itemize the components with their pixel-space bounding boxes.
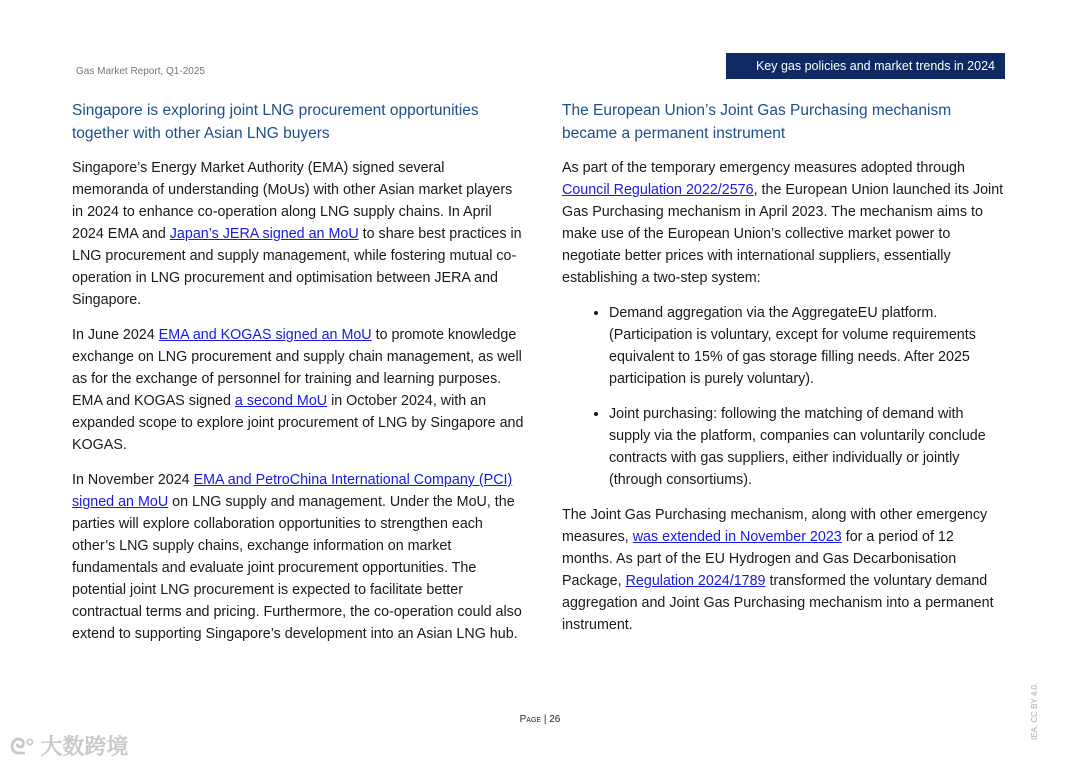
text: to share best practices in LNG procurement and supply management, while fostering mutual co-operation in LNG procurement and optimisation between JERA and Singapore. <box>72 226 522 308</box>
text: on LNG supply and management. Under the MoU, the parties will explore collaboration opportunities to strengthen each other’s LNG supply chains, exchange information on market fundamentals and evaluate joint procurement opportunities. The potential joint LNG procurement is expected to facilitate better contractual terms and pricing. Furthermore, the co-operation could also extend to supporting Singapore’s development into an Asian LNG hub. <box>72 494 522 642</box>
left-column <box>72 99 524 658</box>
text: In November 2024 <box>72 472 194 488</box>
paragraph <box>72 157 524 311</box>
text: to promote knowledge exchange on LNG procurement and supply chain management, as well as for the exchange of personnel for training and learning purposes. EMA and KOGAS signed <box>72 327 522 409</box>
text: The Joint Gas Purchasing mechanism, along with other emergency measures, <box>562 507 988 545</box>
page-label: Page <box>519 714 542 725</box>
paragraph <box>562 504 1007 636</box>
paragraph <box>72 469 524 645</box>
text: Singapore’s Energy Market Authority (EMA) signed several memoranda of understanding (MoUs) with other Asian market players in 2024 to enhance co-operation along LNG supply chains. In April 2024 EMA and <box>72 160 513 242</box>
section-badge: Key gas policies and market trends in 2024 <box>726 53 1005 79</box>
paragraph <box>562 157 1007 289</box>
list-item: • Demand aggregation via the AggregateEU platform. (Participation is voluntary, except for volume requirements equivalent to 15% of gas storage filling needs. After 2025 participation is purely voluntary). <box>609 302 1007 390</box>
text: transformed the voluntary demand aggregation and Joint Gas Purchasing mechanism into a permanent instrument. <box>562 573 994 633</box>
list-item: • Joint purchasing: following the matching of demand with supply via the platform, companies can voluntarily conclude contracts with gas suppliers, either individually or jointly (through consortiums). <box>609 403 1007 491</box>
paragraph <box>72 324 524 456</box>
page-number <box>0 714 1080 725</box>
link-extended-nov-2023[interactable]: was extended in November 2023 <box>632 529 842 545</box>
link-kogas-mou[interactable]: EMA and KOGAS signed an MoU <box>158 327 372 343</box>
report-title: Gas Market Report, Q1-2025 <box>76 66 205 77</box>
watermark-text: 大数跨境 <box>40 734 129 759</box>
text: As part of the temporary emergency measures adopted through <box>562 160 965 176</box>
license-note: IEA. CC BY 4.0. <box>1030 682 1039 740</box>
section-heading-eu: The European Union’s Joint Gas Purchasing mechanism became a permanent instrument <box>562 102 952 142</box>
link-council-regulation[interactable]: Council Regulation 2022/2576 <box>562 182 754 198</box>
section-heading-singapore: Singapore is exploring joint LNG procurement opportunities together with other Asian LNG buyers <box>72 102 479 142</box>
page-number-value: | 26 <box>543 714 561 725</box>
bullet-list <box>562 302 1007 491</box>
text: , the European Union launched its Joint Gas Purchasing mechanism in April 2023. The mechanism aims to make use of the European Union’s collective market power to negotiate better prices with international suppliers, essentially establishing a two-step system: <box>562 182 1004 286</box>
link-pci-mou[interactable]: EMA and PetroChina International Company (PCI) signed an MoU <box>72 472 513 510</box>
link-second-mou[interactable]: a second MoU <box>234 393 328 409</box>
text: for a period of 12 months. As part of the EU Hydrogen and Gas Decarbonisation Package, <box>562 529 957 589</box>
right-column <box>562 99 1007 649</box>
watermark-logo: ᘓ° 大数跨境 <box>10 734 129 759</box>
text: In June 2024 <box>72 327 159 343</box>
text: in October 2024, with an expanded scope to explore joint procurement of LNG by Singapore and KOGAS. <box>72 393 524 453</box>
link-jera-mou[interactable]: Japan’s JERA signed an MoU <box>169 226 359 242</box>
link-regulation-2024-1789[interactable]: Regulation 2024/1789 <box>625 573 766 589</box>
